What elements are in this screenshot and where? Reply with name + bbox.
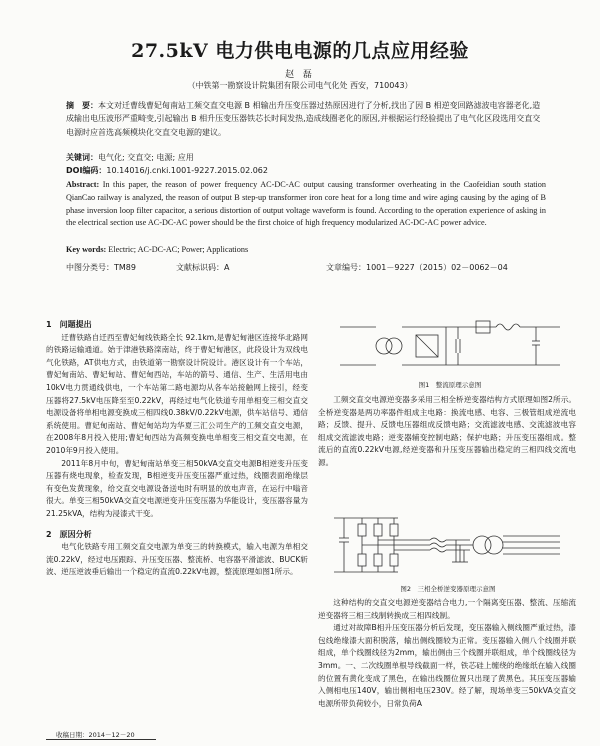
section2-paragraph-1: 电气化铁路专用工频交直交电源为单变三的转换模式，输入电源为单相交流0.22kV，经过电压跟踪、升压变压器、整流桥、电容器平滑滤波、BUCK斩波、逆压逆波垂后输出一个稳定的直流0.22kV电源，整流原理如图1所示。 <box>46 542 308 577</box>
section1-heading: 1 问题提出 <box>46 320 92 329</box>
footnote-divider <box>46 739 156 740</box>
section1-paragraph-2: 2011年8月中旬，曹妃甸南站单变三相50kVA交直交电源B相逆变升压变压器有烧电现象，检查发现，B相逆变升压变压器严重过热，线圈表面绝缘层有变色发黄现象，给交直交电源设备送电时有明显的放电声音，在运行中嗡音很大。单变三相50kVA交直交电源逆变升压变压器为华能设计，变压器容量为21.25kVA，结构为浸漆式干变。 <box>46 458 308 518</box>
author-affiliation: （中铁第一勘察设计院集团有限公司电气化处 西安，710043） <box>187 81 413 90</box>
keywords-en-text: Electric; AC-DC-AC; Power; Applications <box>108 245 249 254</box>
left-column <box>46 319 308 579</box>
abstract-en <box>66 179 546 230</box>
section1-paragraph-1: 迁曹铁路自迁西至曹妃甸线铁路全长 92.1km,是曹妃甸港区连接华北路网的铁路运输通道。始于津港铁路滦南站，终于曹妃甸港区，此段设计为双线电气化铁路，AT供电方式，由铁道第一勘察设计院设计。港区设计有一个车站，曹妃甸南站、曹妃甸站、曹妃甸西站，车站的箭号、通信、生产、生活用电由10kV电力贯通线供电，一个车站第二路电源均从各车站接触网上接引，经变压器将27.5kV电压降至至0.22kV，再经过电气化铁道专用单相变三相交直交电源设备将单相电源变换成三相四线0.38kV/0.22kV电源，供车站信号、通信系统使用。曹妃甸南站、曹妃甸站均为华夏三汇公司生产的工频交直交电源，在2008年8月投入使用;曹妃甸西站为高频变换电单相变三相交直交电源，在2010年9月投入使用。 <box>46 332 308 455</box>
figure-2-diagram <box>330 510 566 580</box>
received-date-footnote: 收稿日期：2014－12－20 <box>56 731 135 739</box>
abstract-en-label: Abstract: <box>66 180 100 189</box>
right-column-lower <box>318 597 576 710</box>
right-paragraph-2: 这种结构的交直交电源逆变器结合电力,一个隔离变压器、整流、压缩流逆变器将三相三线制转换成三相四线制。 <box>318 598 576 620</box>
abstract-cn-text: 本文对迁曹线曹妃甸南站工频交直交电源 B 相输出升压变压器过热原因进行了分析,找出了因 B 相逆变回路滤波电容器老化,造成输出电压波形严重畸变,引起输出 B 相升压变压器铁芯长时间发热,造成线圈老化的原因,并根据运行经验提出了电气化区段选用交直交电源时应首选高频模块化交直交电源的建议。 <box>66 101 541 137</box>
keywords-cn-label: 关键词： <box>66 153 98 162</box>
abstract-cn-label: 摘 要： <box>66 101 98 110</box>
doc-code: 文献标识码：A <box>176 263 230 272</box>
abstract-cn <box>66 99 546 139</box>
figure-1-caption: 图1 整流原理示意图 <box>418 381 482 389</box>
doi-line <box>66 164 546 177</box>
keywords-en-label: Key words: <box>66 245 107 254</box>
doi-label: DOI编码： <box>66 166 107 175</box>
right-paragraph-3: 通过对故障B相升压变压器分析后发现，变压器输入侧线圈严重过热，漆包线绝缘漆大面积脱落，输出侧线圈较为正常。变压器输入侧八个线圈并联组成，单个线圈线径为2mm，输出侧由三个线圈并联组成，单个线圈线径为3mm。一、二次线圈单根导线截面一样，铁芯硅上缠绕的绝缘纸在输入线圈的位置有黄化变成了黑色，在输出线圈位置只出现了黄黑色。其压变压器输入侧相电压140V，输出侧相电压230V。经了解，现场单变三50kVA交直交电源所带负荷较小，日常负荷A <box>318 623 576 708</box>
author-name: 赵 磊 <box>285 70 315 80</box>
keywords-cn-text: 电气化; 交直交; 电源; 应用 <box>98 153 194 162</box>
article-number: 文章编号：1001－9227（2015）02－0062－04 <box>326 263 508 272</box>
clc-number: 中图分类号：TM89 <box>66 263 136 272</box>
section2-heading: 2 原因分析 <box>46 529 92 539</box>
right-paragraph-1: 工频交直交电源逆变器多采用三相全桥逆变器结构方式原理如图2所示。全桥逆变器是两功率器件组成主电路：换流电感、电容、三极管组成逆流电路；反馈、提升、反馈电压器组成反馈电路；交流滤波电感、交流滤波电容组成交流滤波电路；逆变器辅变控制电路；保护电路；升压变压器组成。整流后的直流0.22kV电源,经逆变器和升压变压器输出稳定的三相四线交流电源。 <box>318 395 576 467</box>
figure-1-diagram <box>336 315 564 377</box>
figure-2-caption: 图2 三相全桥逆变器原理示意图 <box>400 585 496 593</box>
doi-text: 10.14016/j.cnki.1001-9227.2015.02.062 <box>106 166 268 175</box>
keywords-en <box>66 243 546 256</box>
abstract-en-text: In this paper, the reason of power frequency AC-DC-AC output causing transformer overheating in the Caofeidian south station QianCao railway is analyzed, the reason of output B step-up transformer iron core heat for a long time and wire aging causing by the aging of B phase inversion loop filter capacitor, a serious distortion of output voltage waveform is found. According to the operation experience of asking in the electrical section use AC-DC-AC power should be the first choice of high frequency modularized AC-DC-AC power advice. <box>66 180 546 228</box>
paper-title: 27.5kV 电力供电电源的几点应用经验 <box>131 40 469 62</box>
keywords-cn <box>66 151 546 164</box>
right-column-upper <box>318 394 576 470</box>
